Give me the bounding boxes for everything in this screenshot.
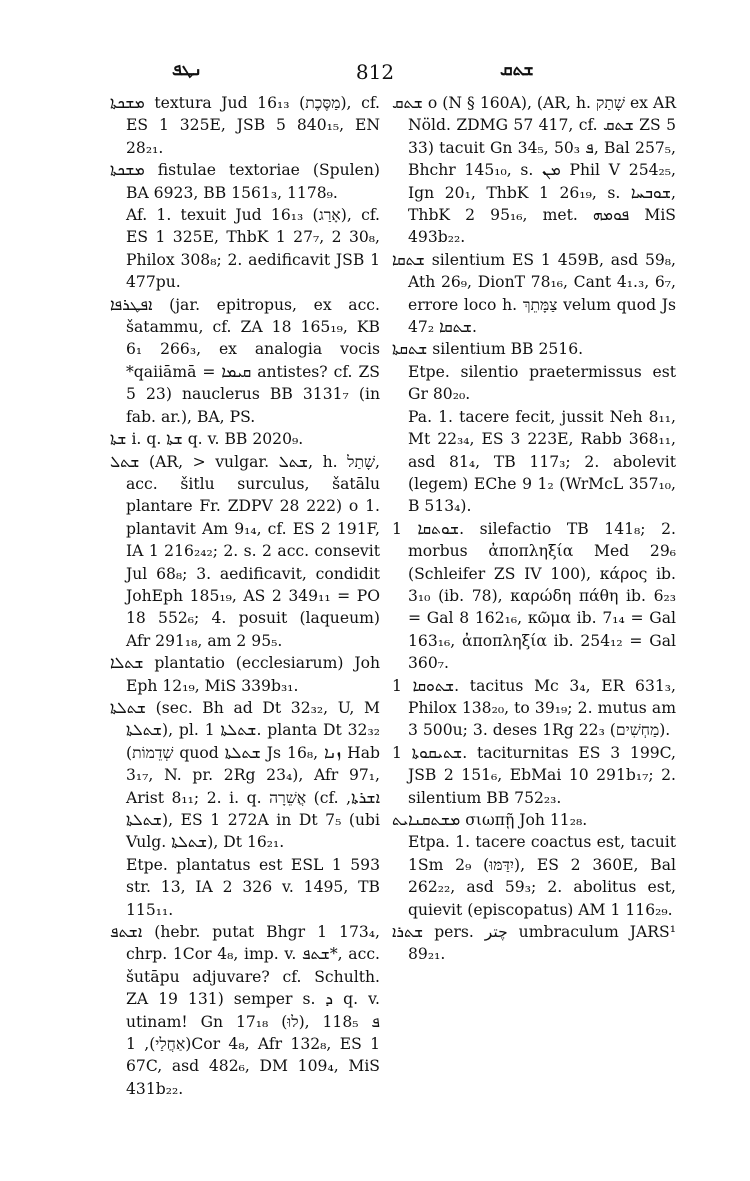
- right-column: [392, 92, 676, 966]
- dictionary-subentry: Etpe. silentio praetermissus est Gr 80₂₀.: [408, 362, 676, 404]
- dictionary-entry: ܫܬܝܩܘܬܐ 1. taciturnitas ES 3 199C, JSB 2 151₆, EbMai 10 291b₁₇; 2. silentium BB 752₂₃.: [392, 743, 676, 807]
- dictionary-entry: ܡܫܟܬܐ textura Jud 16₁₃ (מַסֶּכֶת), cf. ES 1 325E, JSB 5 840₁₅, EN 28₂₁.: [110, 94, 380, 157]
- dictionary-entry: ܫܬܩܐ silentium ES 1 459B, asd 59₈, Ath 26₉, DionT 78₁₆, Cant 4₁.₃, 6₇, errore loco h. צַמָּתֵךְ velum quod Js 47₂ ܫܬܩܐ.: [392, 250, 677, 337]
- dictionary-entry: ܫܬܐ i. q. ܫܬܐ q. v. BB 2020₉.: [110, 430, 304, 449]
- left-column: [110, 92, 380, 1100]
- page-number: 812: [355, 60, 395, 84]
- dictionary-entry: ܫܬܩܬܐ silentium BB 2516.: [392, 340, 584, 359]
- dictionary-entry: ܫܬܠܬܐ (sec. Bh ad Dt 32₃₂, U, M ܫܬܠܬܐ), pl. ܫܬܠܬܐ 1. planta Dt 32₃₂ (שְׁדֵמוֹת quod ܫܬܠܬܐ Js 16₈, ܙܢܐ Hab 3₁₇, N. pr. 2Rg 23₄), Afr 97₁, Arist 8₁₁; 2. i. q. אֲשֵׁרָה (cf. ܐܫܪܬܐ, ܫܬܠܬܐ), ES 1 272A in Dt 7₅ (ubi Vulg. ܫܬܠܬܐ), Dt 16₂₁.: [110, 698, 380, 852]
- dictionary-entry: ܫܬܠ (AR, > vulgar. ܫܬܠ, h. שָׁתַל, acc. šitlu surculus, šatālu plantare Fr. ZDPV 28 222) o 1. plantavit Am 9₁₄, cf. ES 2 191F, IA 1 216₂₄₂; 2. s. 2 acc. consevit Jul 68₈; 3. aedificavit, condidit JohEph 185₁₉, AS 2 349₁₁ = PO 18 552₆; 4. posuit (laqueum) Afr 291₁₈, am 2 95₅.: [110, 452, 380, 650]
- dictionary-entry: ܡܫܬܩܢܐܝܬ σιωπῇ Joh 11₂₈.: [392, 811, 588, 829]
- dictionary-subentry: Pa. 1. tacere fecit, jussit Neh 8₁₁, Mt 22₃₄, ES 3 223E, Rabb 368₁₁, asd 81₄, TB 117₃; 2. abolevit (legem) EChe 9 1₂ (WrMcL 357₁₀, B 513₄).: [408, 407, 676, 516]
- dictionary-subentry: Af. 1. texuit Jud 16₁₃ (אָרַג), cf. ES 1 325E, ThbK 1 27₇, 2 30₈, Philox 308₈; 2. aedificavit JSB 1 477pu.: [126, 206, 380, 292]
- dictionary-entry: ܫܘܬܩܐ 1. silefactio TB 141₈; 2. morbus ἀποπληξία Med 29₆ (Schleifer ZS IV 100), κάρος ib. 3₁₀ (ib. 78), καρώδη πάθη ib. 6₂₃ = Gal 8 162₁₆, κῶμα ib. 7₁₄ = Gal 163₁₆, ἀποπληξία ib. 254₁₂ = Gal 360₇.: [392, 519, 676, 673]
- running-header: [0, 60, 750, 84]
- running-head-right: ܫܬܩ: [500, 60, 534, 80]
- dictionary-entry: ܫܬܘܩܐ 1. tacitus Mc 3₄, ER 631₃, Philox 138₂₀, to 39₁₉; 2. mutus am 3 500u; 3. deses 1Rg 22₃ (מַחְשִׁים).: [392, 676, 677, 740]
- dictionary-entry: ܫܬܩ o (N § 160A), (AR, h. שָׁתַק ex AR Nöld. ZDMG 57 417, cf. ܫܬܩ ZS 5 33) tacuit Gn 34₅, ܦ 50₃, Bal 257₅, Bhchr 145₁₀, s. ܡܢ Phil V 254₂₅, Ign 20₁, ThbK 1 26₁₉, s. ܫܘܒܚܐ, ThbK 2 95₁₆, met. ܦܘܡܗ MiS 493b₂₂.: [392, 94, 676, 247]
- dictionary-subentry: Etpa. 1. tacere coactus est, tacuit 1Sm 2₉ (יִדַּמּוּ), ES 2 360E, Bal 262₂₂, asd 59₃; 2. abolitus est, quievit (episcopatus) AM 1 116₂₉.: [408, 833, 677, 919]
- running-head-left: ܢܛܦ: [172, 60, 202, 80]
- dictionary-entry: ܐܫܬܦ (hebr. putat Bhgr 1 173₄, chrp. 1Cor 4₈, imp. v. ܫܬܦ*, acc. šutāpu adjuvare? cf. Schulth. ZA 19 131) semper s. ܕ q. v. utinam! Gn 17₁₈ (לוּ), ܦ 118₅ (אַחֲלַי), 1Cor 4₈, Afr 132₈, ES 1 67C, asd 482₆, DM 109₄, MiS 431b₂₂.: [110, 923, 381, 1098]
- dictionary-entry: ܫܬܪܐ pers. چتر umbraculum JARS¹ 89₂₁.: [392, 923, 676, 964]
- dictionary-subentry: Etpe. plantatus est ESL 1 593 str. 13, IA 2 326 v. 1495, TB 115₁₁.: [126, 855, 380, 919]
- dictionary-entry: ܡܫܟܬܐ fistulae textoriae (Spulen) BA 6923, BB 1561₃, 1178₉.: [110, 161, 380, 202]
- dictionary-entry: ܐܦܛܪܦܐ (jar. epitropus, ex acc. šatammu, cf. ZA 18 165₁₉, KB 6₁ 266₃, ex analogia vocis *qaiiāmā = ܩܝܡܐ antistes? cf. ZS 5 23) nauclerus BB 3131₇ (in fab. ar.), BA, PS.: [110, 295, 380, 426]
- dictionary-entry: ܫܬܠܐ plantatio (ecclesiarum) Joh Eph 12₁₉, MiS 339b₃₁.: [110, 654, 380, 695]
